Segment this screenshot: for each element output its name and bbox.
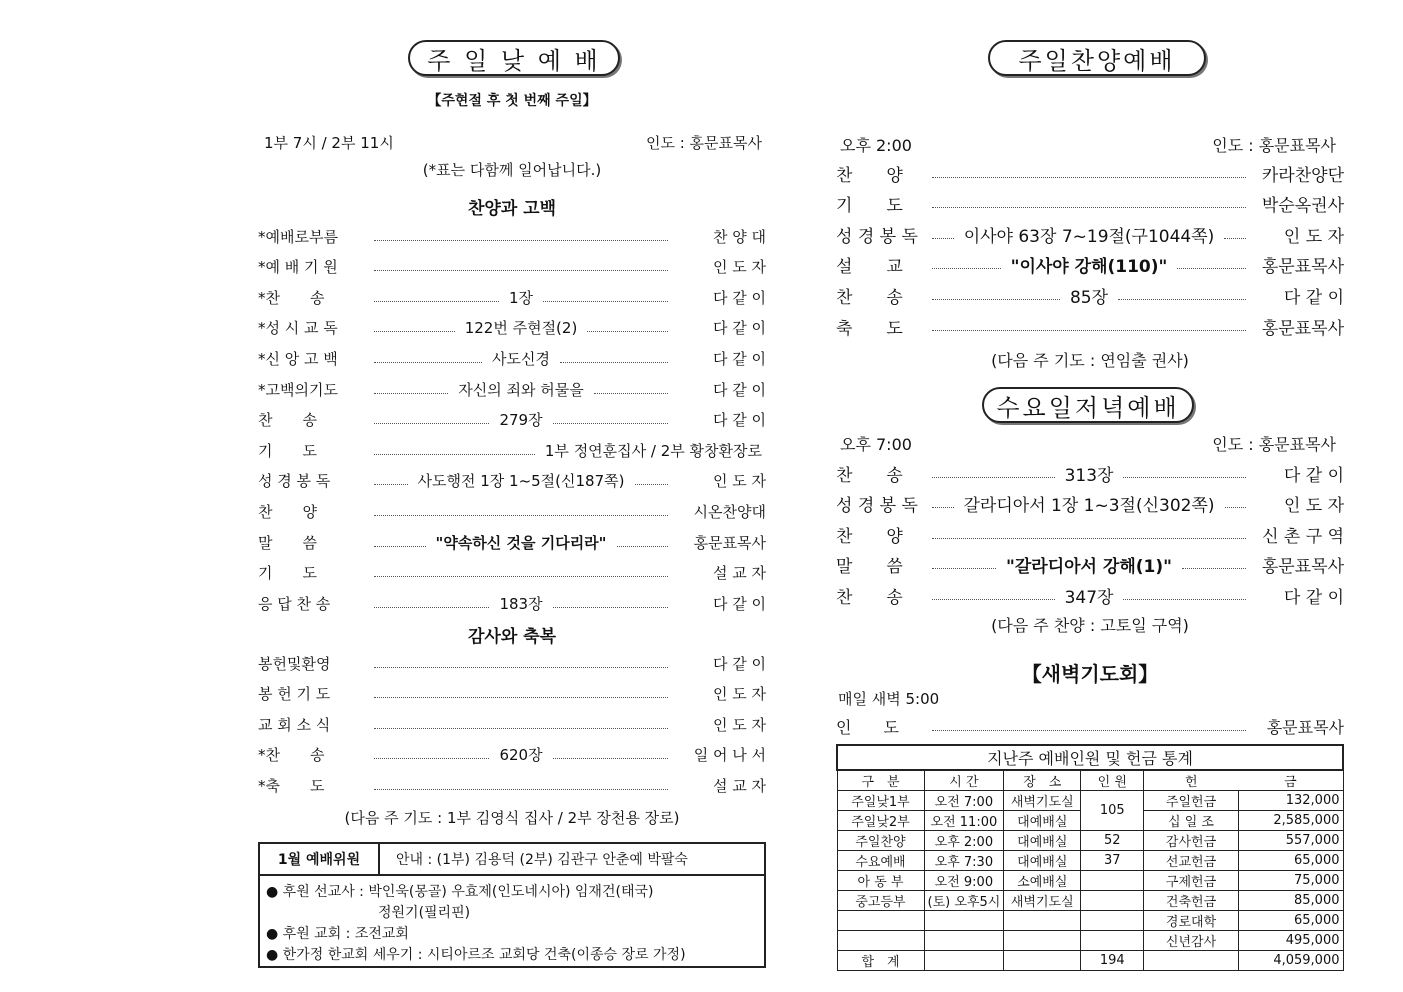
leader-dots [932, 299, 1060, 300]
wednesday-next-praise: (다음 주 찬양 : 고토일 구역) [991, 616, 1189, 635]
leader-dots [374, 667, 668, 668]
stats-table [836, 744, 1344, 971]
order-item-person: 찬 양 대 [712, 227, 766, 246]
order-item [258, 317, 766, 339]
order-item-person: 다 같 이 [712, 594, 766, 613]
order-item-person: 인 도 자 [712, 715, 766, 734]
mission-line: ● 후원 교회 : 조전교회 [266, 926, 409, 942]
order-item-label: 봉 헌 기 도 [258, 685, 331, 704]
order-item [258, 225, 766, 247]
leader-dots [617, 546, 669, 547]
order-item-label: 말 씀 [836, 557, 903, 578]
total-attendance: 194 [1081, 951, 1144, 971]
leader-dots [374, 423, 489, 424]
leader-dots [932, 268, 1001, 269]
header-place: 장 소 [1004, 770, 1081, 791]
stats-row [837, 831, 1343, 851]
stats-row [837, 851, 1343, 871]
order-item [836, 314, 1344, 338]
mission-line: 정원기(필리핀) [266, 905, 471, 921]
cell-place: 소예배실 [1004, 871, 1081, 891]
order-item [258, 713, 766, 735]
praise-service-leader: 인도 : 홍문표목사 [1212, 136, 1336, 155]
order-item-detail: 122번 주현절(2) [464, 319, 578, 338]
order-item-label: 설 교 [836, 257, 903, 278]
order-item [836, 583, 1344, 607]
cell-category: 아 동 부 [837, 871, 924, 891]
leader-dots [543, 301, 668, 302]
mission-line: ● 후원 선교사 : 박인욱(몽골) 우효제(인도네시아) 임재건(태국) [266, 884, 654, 900]
order-item-person: 다 같 이 [712, 654, 766, 673]
leader-dots [1177, 268, 1246, 269]
cell-offering-type: 건축헌금 [1144, 891, 1239, 911]
order-item-person: 인 도 자 [712, 472, 766, 491]
praise-service-time: 오후 2:00 [840, 136, 912, 155]
order-item-person: 설 교 자 [712, 564, 766, 583]
order-item-label: 축 도 [836, 318, 903, 339]
order-item-detail: 사도행전 1장 1~5절(신187쪽) [417, 472, 625, 491]
header-category: 구 분 [837, 770, 924, 791]
cell-offering-type: 구제헌금 [1144, 871, 1239, 891]
cell-amount: 557,000 [1238, 831, 1343, 851]
order-item [258, 683, 766, 705]
leader-dots [1182, 568, 1246, 569]
order-item-person: 홍문표목사 [1261, 557, 1344, 578]
leader-dots [374, 393, 448, 394]
cell-category [837, 911, 924, 931]
order-item [258, 256, 766, 278]
leader-dots [932, 730, 1246, 731]
cell-offering-type: 경로대학 [1144, 911, 1239, 931]
order-item-detail: 279장 [499, 411, 543, 430]
leader-dots [374, 454, 535, 455]
dawn-prayer-title: 【새벽기도회】 [1021, 662, 1159, 686]
service-title: 주 일 낮 예 배 [408, 40, 620, 76]
order-item-label: 찬 양 [258, 502, 317, 521]
leader-dots [932, 599, 1055, 600]
header-time: 시 간 [924, 770, 1004, 791]
order-item [258, 744, 766, 766]
cell-category: 주일찬양 [837, 831, 924, 851]
order-item-person: 인 도 자 [712, 685, 766, 704]
order-item-person: 신 촌 구 역 [1262, 526, 1344, 547]
leader-dots [374, 301, 499, 302]
cell-time: 오전 11:00 [924, 811, 1004, 831]
leader-dots [932, 507, 954, 508]
order-item-label: 찬 송 [836, 287, 903, 308]
committee-month: 1월 예배위원 [260, 844, 380, 874]
cell-place: 새벽기도실 [1004, 791, 1081, 811]
order-item-detail: 313장 [1064, 465, 1114, 486]
leader-dots [635, 484, 669, 485]
dawn-leader-label: 인 도 [836, 717, 899, 737]
order-item-detail: 85장 [1069, 287, 1109, 308]
order-item-label: *축 도 [258, 776, 325, 795]
cell-attendance [1081, 931, 1144, 951]
cell-attendance [1081, 911, 1144, 931]
cell-amount: 65,000 [1238, 851, 1343, 871]
order-item [258, 500, 766, 522]
stats-row [837, 871, 1343, 891]
order-item-label: *찬 송 [258, 746, 325, 765]
cell-offering-type: 신년감사 [1144, 931, 1239, 951]
order-item-person: 다 같 이 [712, 411, 766, 430]
leader-dots [553, 423, 668, 424]
order-item [836, 161, 1344, 185]
standing-note: (*표는 다함께 일어납니다.) [422, 161, 602, 179]
order-item-detail: 자신의 죄와 허물을 [458, 380, 584, 399]
leader-dots [594, 393, 668, 394]
order-item-label: *예 배 기 원 [258, 258, 338, 277]
cell-amount: 65,000 [1238, 911, 1343, 931]
order-item [836, 492, 1344, 516]
order-item-detail: 사도신경 [492, 349, 550, 368]
dawn-leader-name: 홍문표목사 [1266, 717, 1344, 737]
leader-dots [374, 240, 668, 241]
cell-category [837, 931, 924, 951]
cell-amount: 132,000 [1238, 791, 1343, 811]
section-heading-praise: 찬양과 고백 [467, 199, 557, 219]
order-item-person: 다 같 이 [1283, 287, 1344, 308]
leader-dots [932, 477, 1055, 478]
leader-dots [374, 331, 455, 332]
order-item-label: 성 경 봉 독 [258, 472, 331, 491]
order-item-label: 찬 송 [258, 411, 317, 430]
cell-attendance: 52 [1081, 831, 1144, 851]
leader-dots [1118, 299, 1246, 300]
cell-category: 주일낮1부 [837, 791, 924, 811]
leader-dots [932, 538, 1246, 539]
leader-dots [932, 238, 954, 239]
mission-line: ● 한가정 한교회 세우기 : 시티아르조 교회당 건축(이종승 장로 가정) [266, 947, 686, 963]
order-item-label: 기 도 [258, 564, 317, 583]
order-item [258, 409, 766, 431]
cell-amount: 85,000 [1238, 891, 1343, 911]
stats-total-row [837, 951, 1343, 971]
cell-offering-type: 주일헌금 [1144, 791, 1239, 811]
order-item-detail: 갈라디아서 1장 1~3절(신302쪽) [963, 496, 1215, 517]
order-item [258, 531, 766, 553]
order-item-detail: "약속하신 것을 기다리라" [435, 533, 607, 552]
cell-time: 오전 7:00 [924, 791, 1004, 811]
leader-dots [374, 484, 408, 485]
order-item-label: *고백의기도 [258, 380, 338, 399]
stats-body [837, 791, 1343, 951]
cell-attendance [1081, 871, 1144, 891]
order-item-label: 봉헌및환영 [258, 654, 331, 673]
praise-service-title: 주일찬양예배 [988, 40, 1206, 76]
order-item-label: 말 씀 [258, 533, 317, 552]
leader-dots [374, 607, 489, 608]
order-item-person: 다 같 이 [1283, 465, 1344, 486]
cell-category: 중고등부 [837, 891, 924, 911]
leader-dots [374, 362, 482, 363]
order-item-label: *성 시 교 독 [258, 319, 338, 338]
order-item-label: 찬 양 [836, 526, 903, 547]
order-item [258, 378, 766, 400]
leader-dots [932, 177, 1246, 178]
cell-offering-type: 선교헌금 [1144, 851, 1239, 871]
cell-place [1004, 931, 1081, 951]
cell-place: 대예배실 [1004, 851, 1081, 871]
wednesday-service-time: 오후 7:00 [840, 435, 912, 454]
wednesday-service-title: 수요일저녁예배 [982, 387, 1194, 423]
order-item-label: 찬 송 [836, 587, 903, 608]
cell-time: 오후 7:30 [924, 851, 1004, 871]
stats-row [837, 911, 1343, 931]
order-item-detail: 1부 정연훈집사 / 2부 황창환장로 [544, 441, 762, 460]
order-item-label: 성 경 봉 독 [836, 226, 918, 247]
service-leader: 인도 : 홍문표목사 [645, 134, 762, 152]
committee-ushers: 안내 : (1부) 김용덕 (2부) 김관구 안춘예 박팔숙 [396, 852, 688, 868]
order-item [258, 562, 766, 584]
dawn-prayer-time: 매일 새벽 5:00 [838, 690, 940, 708]
order-item-label: 기 도 [836, 196, 903, 217]
stats-caption: 지난주 예배인원 및 헌금 통계 [837, 745, 1343, 770]
dawn-prayer-leader-row [836, 714, 1344, 738]
leader-dots [374, 576, 668, 577]
order-item-label: 기 도 [258, 441, 317, 460]
total-empty [1004, 951, 1081, 971]
leader-dots [932, 207, 1246, 208]
cell-category: 주일낮2부 [837, 811, 924, 831]
total-label: 합 계 [837, 951, 924, 971]
praise-next-prayer: (다음 주 기도 : 연임출 권사) [991, 351, 1189, 370]
order-item-person: 다 같 이 [712, 380, 766, 399]
order-item [836, 222, 1344, 246]
header-offering: 헌 [1144, 770, 1239, 791]
order-item-label: *찬 송 [258, 288, 325, 307]
stats-header-row [837, 770, 1343, 791]
leader-dots [587, 331, 668, 332]
order-item-person: 카라찬양단 [1261, 165, 1344, 186]
order-item-label: 찬 양 [836, 165, 903, 186]
cell-time [924, 911, 1004, 931]
cell-attendance: 105 [1081, 791, 1144, 831]
header-amount: 금 [1238, 770, 1343, 791]
order-item-detail: 1장 [508, 288, 534, 307]
leader-dots [374, 515, 668, 516]
leader-dots [553, 607, 668, 608]
order-item-label: *예배로부름 [258, 227, 338, 246]
order-item-person: 다 같 이 [713, 288, 767, 307]
cell-place: 새벽기도실 [1004, 891, 1081, 911]
total-empty [924, 951, 1004, 971]
order-item-label: *신 앙 고 백 [258, 349, 338, 368]
cell-amount: 495,000 [1238, 931, 1343, 951]
cell-place: 대예배실 [1004, 811, 1081, 831]
total-amount: 4,059,000 [1238, 951, 1343, 971]
leader-dots [1123, 599, 1246, 600]
order-item-label: 교 회 소 식 [258, 715, 331, 734]
order-item [836, 283, 1344, 307]
cell-place [1004, 911, 1081, 931]
order-item [836, 192, 1344, 216]
worship-committee-box [258, 842, 766, 968]
leader-dots [932, 568, 996, 569]
order-item [258, 470, 766, 492]
cell-offering-type: 감사헌금 [1144, 831, 1239, 851]
cell-attendance: 37 [1081, 851, 1144, 871]
order-item-detail: 347장 [1064, 587, 1114, 608]
order-item-person: 다 같 이 [713, 319, 767, 338]
order-item-person: 홍문표목사 [693, 533, 767, 552]
leader-dots [374, 546, 426, 547]
order-item-detail: 620장 [499, 746, 543, 765]
leader-dots [374, 270, 668, 271]
leader-dots [1224, 238, 1246, 239]
order-item-person: 다 같 이 [712, 349, 766, 368]
leader-dots [374, 728, 668, 729]
leader-dots [932, 330, 1246, 331]
cell-amount: 75,000 [1238, 871, 1343, 891]
leader-dots [1225, 507, 1247, 508]
order-item [258, 347, 766, 369]
order-item [258, 652, 766, 674]
order-item-detail: "갈라디아서 강해(1)" [1006, 557, 1172, 578]
order-item-person: 인 도 자 [1283, 226, 1344, 247]
leader-dots [374, 697, 668, 698]
leader-dots [553, 758, 668, 759]
service-subtitle: 【주현절 후 첫 번째 주일】 [427, 93, 597, 109]
leader-dots [560, 362, 668, 363]
total-empty [1144, 951, 1239, 971]
order-item-person: 인 도 자 [712, 258, 766, 277]
next-week-prayer: (다음 주 기도 : 1부 김영식 집사 / 2부 장천용 장로) [344, 809, 680, 827]
wednesday-service-leader: 인도 : 홍문표목사 [1212, 435, 1336, 454]
section-heading-thanks: 감사와 축복 [467, 627, 557, 647]
leader-dots [374, 758, 489, 759]
cell-time: 오후 2:00 [924, 831, 1004, 851]
order-item-person: 설 교 자 [712, 776, 766, 795]
order-item-label: 찬 송 [836, 465, 903, 486]
cell-attendance [1081, 891, 1144, 911]
leader-dots [1123, 477, 1246, 478]
cell-time: 오전 9:00 [924, 871, 1004, 891]
cell-time [924, 931, 1004, 951]
leader-dots [374, 789, 668, 790]
cell-place: 대예배실 [1004, 831, 1081, 851]
cell-amount: 2,585,000 [1238, 811, 1343, 831]
order-item [836, 461, 1344, 485]
order-item-detail: 이사야 63장 7~19절(구1044쪽) [963, 226, 1215, 247]
order-item [836, 522, 1344, 546]
order-item [258, 286, 766, 308]
order-item-person: 일 어 나 서 [693, 746, 766, 765]
order-item [258, 592, 766, 614]
mission-list [266, 882, 764, 966]
stats-row [837, 791, 1343, 811]
cell-offering-type: 십 일 조 [1144, 811, 1239, 831]
header-attendance: 인 원 [1081, 770, 1144, 791]
order-item [836, 553, 1344, 577]
cell-category: 수요예배 [837, 851, 924, 871]
order-item [258, 439, 766, 461]
order-item-person: 다 같 이 [1283, 587, 1344, 608]
stats-row [837, 931, 1343, 951]
order-item [836, 253, 1344, 277]
order-item-detail: 183장 [499, 594, 543, 613]
order-item-label: 성 경 봉 독 [836, 496, 918, 517]
order-item [258, 774, 766, 796]
order-item-person: 홍문표목사 [1261, 257, 1344, 278]
order-item-person: 인 도 자 [1283, 496, 1345, 517]
cell-time: (토) 오후5시 [924, 891, 1004, 911]
service-times: 1부 7시 / 2부 11시 [264, 134, 394, 152]
order-item-person: 시온찬양대 [693, 502, 766, 521]
stats-row [837, 891, 1343, 911]
order-item-person: 박순옥권사 [1261, 196, 1344, 217]
order-item-person: 홍문표목사 [1261, 318, 1344, 339]
order-item-detail: "이사야 강해(110)" [1010, 257, 1168, 278]
order-item-label: 응 답 찬 송 [258, 594, 331, 613]
